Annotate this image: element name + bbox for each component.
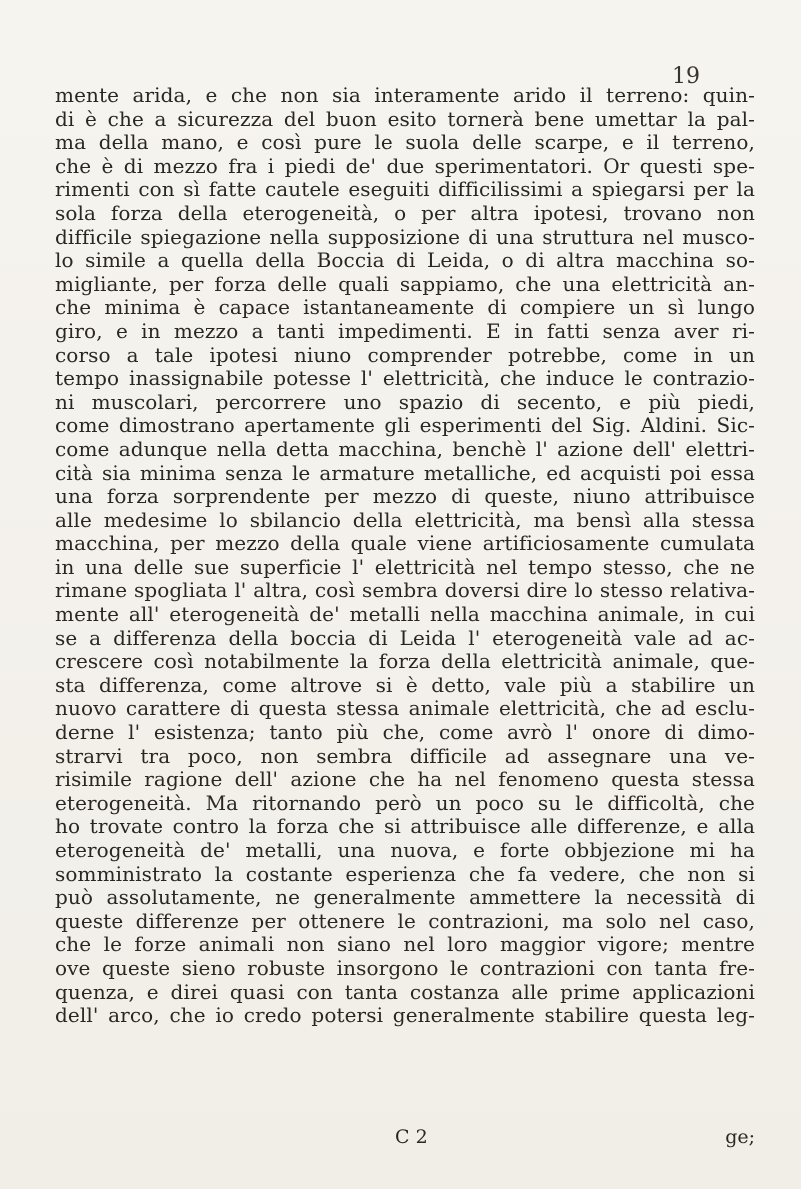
text-line: che è di mezzo fra i piedi de' due sperimentatori. Or questi spe- (55, 154, 755, 178)
text-line: alle medesime lo sbilancio della elettricità, ma bensì alla stessa (55, 508, 755, 532)
text-line: che minima è capace istantaneamente di compiere un sì lungo (55, 296, 755, 320)
text-line: strarvi tra poco, non sembra difficile ad assegnare una ve- (55, 744, 755, 768)
text-line: cità sia minima senza le armature metalliche, ed acquisti poi essa (55, 461, 755, 485)
text-line: ove queste sieno robuste insorgono le contrazioni con tanta fre- (55, 956, 755, 980)
text-line: risimile ragione dell' azione che ha nel fenomeno questa stessa (55, 768, 755, 792)
signature-mark: C 2 (395, 1126, 428, 1148)
text-line: sta differenza, come altrove si è detto, vale più a stabilire un (55, 673, 755, 697)
text-line: giro, e in mezzo a tanti impedimenti. E in fatti senza aver ri- (55, 319, 755, 343)
text-line: quenza, e direi quasi con tanta costanza alle prime applicazioni (55, 980, 755, 1004)
text-line: di è che a sicurezza del buon esito tornerà bene umettar la pal- (55, 107, 755, 131)
page-footer (55, 1126, 755, 1150)
text-line: mente arida, e che non sia interamente arido il terreno: quin- (55, 84, 755, 107)
text-line: migliante, per forza delle quali sappiamo, che una elettricità an- (55, 272, 755, 296)
text-line: difficile spiegazione nella supposizione di una struttura nel musco- (55, 225, 755, 249)
text-line: lo simile a quella della Boccia di Leida, o di altra macchina so- (55, 249, 755, 273)
text-line: mente all' eterogeneità de' metalli nella macchina animale, in cui (55, 603, 755, 627)
text-line: somministrato la costante esperienza che fa vedere, che non si (55, 862, 755, 886)
text-line: ni muscolari, percorrere uno spazio di secento, e più piedi, (55, 390, 755, 414)
text-line: rimane spogliata l' altra, così sembra doversi dire lo stesso relativa- (55, 579, 755, 603)
text-line: come dimostrano apertamente gli esperimenti del Sig. Aldini. Sic- (55, 414, 755, 438)
page-number: 19 (672, 64, 700, 89)
text-line: eterogeneità. Ma ritornando però un poco su le difficoltà, che (55, 791, 755, 815)
text-line: tempo inassignabile potesse l' elettricità, che induce le contrazio- (55, 367, 755, 391)
text-line: dell' arco, che io credo potersi generalmente stabilire questa leg- (55, 1004, 755, 1028)
text-line: derne l' esistenza; tanto più che, come avrò l' onore di dimo- (55, 721, 755, 745)
text-line: sola forza della eterogeneità, o per altra ipotesi, trovano non (55, 201, 755, 225)
text-line: ma della mano, e così pure le suola delle scarpe, e il terreno, (55, 131, 755, 155)
text-line: ho trovate contro la forza che si attribuisce alle differenze, e alla (55, 815, 755, 839)
text-line: crescere così notabilmente la forza della elettricità animale, que- (55, 650, 755, 674)
text-line: macchina, per mezzo della quale viene artificiosamente cumulata (55, 532, 755, 556)
text-line: queste differenze per ottenere le contrazioni, ma solo nel caso, (55, 909, 755, 933)
text-line: che le forze animali non siano nel loro maggior vigore; mentre (55, 933, 755, 957)
text-line: eterogeneità de' metalli, una nuova, e forte obbjezione mi ha (55, 839, 755, 862)
text-line: può assolutamente, ne generalmente ammettere la necessità di (55, 886, 755, 910)
text-line: una forza sorprendente per mezzo di queste, niuno attribuisce (55, 485, 755, 509)
text-line: in una delle sue superficie l' elettricità nel tempo stesso, che ne (55, 555, 755, 579)
body-text (55, 84, 755, 1028)
catchword: ge; (725, 1126, 755, 1148)
text-line: rimenti con sì fatte cautele eseguiti difficilissimi a spiegarsi per la (55, 178, 755, 202)
text-line: corso a tale ipotesi niuno comprender potrebbe, come in un (55, 343, 755, 367)
text-line: come adunque nella detta macchina, benchè l' azione dell' elettri- (55, 437, 755, 461)
text-line: se a differenza della boccia di Leida l' eterogeneità vale ad ac- (55, 626, 755, 650)
text-line: nuovo carattere di questa stessa animale elettricità, che ad esclu- (55, 697, 755, 721)
